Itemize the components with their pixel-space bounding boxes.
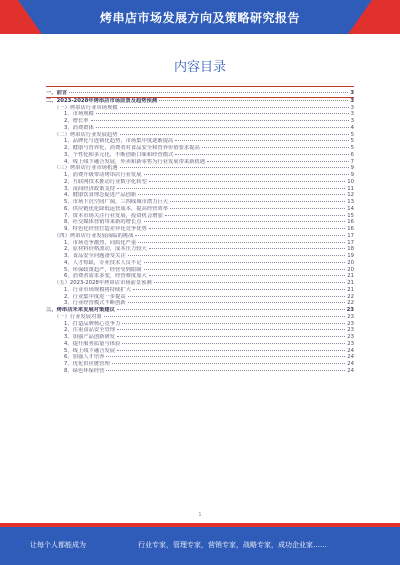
toc-entry[interactable] [46, 287, 354, 294]
toc-entry-text: 2、增长率 [64, 118, 89, 124]
toc-entry[interactable] [46, 240, 354, 247]
toc-entry[interactable] [46, 145, 354, 152]
toc-top-rule [46, 86, 354, 87]
page-number: 1 [198, 512, 202, 518]
toc-leader-dots [106, 370, 345, 371]
toc-leader-dots [149, 275, 345, 276]
toc-entry-text: 2、原材料价格波动，成本压力较大 [64, 246, 147, 253]
toc-entry-page: 5 [350, 131, 354, 138]
toc-entry-text: 二、2023-2028年烤串店市场前景及趋势预测 [46, 97, 158, 104]
toc-entry-page: 23 [347, 334, 354, 340]
toc-entry-page: 20 [347, 259, 354, 266]
toc-entry-page: 23 [347, 340, 354, 347]
toc-entry[interactable] [46, 334, 354, 341]
toc-entry-page: 24 [347, 354, 354, 361]
toc-entry[interactable] [46, 165, 354, 172]
toc-leader-dots [170, 201, 345, 202]
toc-entry-page: 23 [347, 320, 354, 327]
toc-entry[interactable] [46, 341, 354, 348]
toc-entry-text: 3、行业经营模式不断创新 [64, 300, 126, 307]
toc-entry-page: 19 [347, 253, 354, 259]
toc-entry-page: 10 [347, 178, 354, 185]
toc-leader-dots [91, 120, 349, 121]
toc-entry-page: 3 [350, 104, 354, 111]
toc-entry-page: 3 [350, 111, 354, 118]
toc-leader-dots [128, 296, 346, 297]
toc-entry-text: （二）烤串店行业发展趋势 [54, 131, 118, 138]
toc-leader-dots [96, 113, 349, 114]
toc-entry[interactable] [46, 348, 354, 355]
toc-leader-dots [138, 242, 345, 243]
toc-entry-text: 5、线上线下融合发展 [64, 347, 116, 354]
toc-entry-page: 5 [350, 145, 354, 151]
toc-leader-dots [154, 282, 346, 283]
toc-entry-text: 4、线上线下融合发展，外卖和新零售为行业发展带来新机遇 [64, 158, 206, 165]
toc-leader-dots [117, 350, 345, 351]
toc-entry-page: 11 [347, 185, 354, 192]
toc-entry-page: 9 [350, 172, 354, 178]
toc-entry[interactable] [46, 159, 354, 166]
toc-entry-text: 1、市场竞争激烈，同质化严重 [64, 239, 137, 246]
toc-entry-text: 5、环保政策趋严，经营受到限制 [64, 266, 142, 273]
toc-entry[interactable] [46, 105, 354, 112]
toc-entry-text: 2、健康与营养化，消费者对食品安全和营养价值要求提高 [64, 145, 200, 151]
toc-leader-dots [159, 100, 348, 101]
toc-entry[interactable] [46, 368, 354, 375]
toc-entry[interactable] [46, 192, 354, 199]
toc-entry[interactable] [46, 307, 354, 314]
toc-entry-text: 3、食品安全问题备受关注 [64, 253, 126, 259]
toc-leader-dots [144, 221, 346, 222]
toc-entry-text: 2、行业集中度进一步提高 [64, 293, 126, 300]
toc-entry-page: 9 [350, 165, 354, 172]
footer-slogan: 让每个人都能成为 [30, 541, 86, 549]
toc-leader-dots [117, 329, 345, 330]
toc-leader-dots [128, 302, 346, 303]
toc-entry-page: 18 [347, 246, 354, 253]
toc-entry-page: 14 [347, 205, 354, 212]
toc-leader-dots [207, 161, 349, 162]
toc-entry[interactable] [46, 111, 354, 118]
toc-entry-text: 6、消费者需求多变，经营难度加大 [64, 273, 147, 280]
toc-leader-dots [144, 262, 346, 263]
toc-entry-page: 4 [350, 124, 354, 131]
toc-entry-page: 24 [347, 361, 354, 367]
report-header [0, 0, 400, 34]
toc-entry-page: 17 [347, 239, 354, 246]
toc-leader-dots [112, 363, 346, 364]
toc-entry[interactable] [46, 280, 354, 287]
toc-entry[interactable] [46, 267, 354, 274]
toc-leader-dots [128, 255, 346, 256]
toc-leader-dots [69, 92, 348, 93]
toc-entry[interactable] [46, 300, 354, 307]
toc-entry[interactable] [46, 246, 354, 253]
toc-entry-page: 17 [347, 232, 354, 239]
toc-leader-dots [106, 356, 345, 357]
toc-entry-page: 6 [350, 151, 354, 158]
toc-entry-text: 1、消费升级带动烤串店行业发展 [64, 172, 142, 178]
toc-entry-page: 3 [350, 90, 354, 96]
toc-leader-dots [120, 107, 349, 108]
toc-entry[interactable] [46, 273, 354, 280]
toc-leader-dots [175, 154, 348, 155]
toc-entry-page: 21 [347, 273, 354, 280]
toc-entry-page: 3 [350, 97, 354, 104]
toc-leader-dots [144, 269, 346, 270]
toc-entry-page: 12 [347, 192, 354, 199]
toc-entry-page: 3 [350, 118, 354, 124]
toc-entry[interactable] [46, 253, 354, 260]
toc-entry-page: 22 [347, 300, 354, 307]
toc-entry-page: 21 [347, 280, 354, 286]
toc-entry[interactable] [46, 98, 354, 105]
toc-entry[interactable] [46, 152, 354, 159]
toc-entry-page: 15 [347, 212, 354, 219]
toc-leader-dots [135, 235, 345, 236]
toc-entry-text: 3、加强产品创新研发 [64, 334, 116, 340]
report-footer [0, 523, 400, 565]
toc-leader-dots [138, 194, 345, 195]
toc-entry[interactable] [46, 172, 354, 179]
toc-entry[interactable] [46, 118, 354, 125]
toc-leader-dots [104, 316, 346, 317]
toc-entry-text: 一、前言 [46, 90, 68, 96]
toc-entry-text: 1、打造品牌核心竞争力 [64, 320, 121, 327]
toc-entry[interactable] [46, 260, 354, 267]
toc-leader-dots [202, 147, 349, 148]
toc-entry-text: （一）烤串店行业市场规模 [54, 104, 118, 111]
toc-entry-page: 21 [347, 286, 354, 293]
toc-entry-text: 4、提升服务质量与体验 [64, 340, 121, 347]
toc-entry-page: 22 [347, 293, 354, 300]
toc-entry-text: 4、人才短缺，专业技术人员不足 [64, 259, 142, 266]
toc-entry-text: （一）行业发展对策 [54, 313, 102, 320]
toc-leader-dots [117, 336, 345, 337]
toc-entry-text: 3、消费群体 [64, 124, 94, 131]
toc-leader-dots [122, 343, 345, 344]
toc-leader-dots [144, 174, 349, 175]
toc-entry-text: 2、注重食品安全管理 [64, 327, 116, 334]
toc-entry[interactable] [46, 186, 354, 193]
toc-leader-dots [170, 208, 345, 209]
toc-entry-text: 4、健康饮食理念促进产品创新 [64, 192, 137, 199]
toc-entry[interactable] [46, 199, 354, 206]
toc-entry-text: 1、行业市场规模将持续扩大 [64, 286, 131, 293]
toc-entry-text: （五）2023-2028年烤串店市场前景预测 [54, 280, 152, 286]
toc-leader-dots [120, 167, 349, 168]
toc-entry[interactable] [46, 206, 354, 213]
report-title: 烤串店市场发展方向及策略研究报告 [99, 11, 300, 25]
toc-entry-text: 9、特色化经营打造差异化竞争优势 [64, 226, 147, 232]
toc-leader-dots [149, 181, 345, 182]
toc-entry-text: 6、供应链优化降低运营成本，提高经营效率 [64, 205, 169, 212]
toc-leader-dots [175, 140, 348, 141]
toc-entry-page: 7 [350, 158, 354, 165]
toc-entry-page: 24 [347, 367, 354, 374]
toc-entry[interactable] [46, 354, 354, 361]
toc-entry[interactable] [46, 321, 354, 328]
toc-leader-dots [117, 309, 345, 310]
toc-entry-page: 20 [347, 266, 354, 273]
toc-entry-text: 三、烤串店未来发展对策建议 [46, 307, 115, 313]
toc-entry-text: 5、市场下沉空间广阔，三四线城市潜力巨大 [64, 199, 169, 205]
toc-entry-page: 5 [350, 138, 354, 145]
toc-entry[interactable] [46, 226, 354, 233]
toc-entry-text: 6、加强人才培养 [64, 354, 105, 361]
toc-entry-text: 8、绿色环保经营 [64, 367, 105, 374]
toc-entry[interactable] [46, 219, 354, 226]
toc-entry-page: 13 [347, 199, 354, 205]
toc-entry[interactable] [46, 233, 354, 240]
toc-leader-dots [122, 323, 345, 324]
toc-entry[interactable] [46, 132, 354, 139]
toc-leader-dots [149, 228, 345, 229]
toc-entry-page: 23 [346, 307, 354, 313]
toc-entry[interactable] [46, 314, 354, 321]
toc-entry-text: 7、优化供应链管理 [64, 361, 110, 367]
toc-leader-dots [96, 127, 349, 128]
toc-entry[interactable] [46, 138, 354, 145]
toc-leader-dots [165, 215, 346, 216]
toc-entry-page: 23 [347, 327, 354, 334]
toc-leader-dots [149, 248, 345, 249]
toc-entry-text: 3、夜间经济政策支持 [64, 185, 116, 192]
toc-entry-text: 8、社交媒体营销带来新的增长点 [64, 219, 142, 226]
toc-entry-page: 16 [347, 219, 354, 226]
toc-entry-text: 2、互联网技术推动行业数字化转型 [64, 178, 147, 185]
toc-entry-page: 23 [347, 313, 354, 320]
toc-entry[interactable] [46, 125, 354, 132]
toc-entry-text: 7、资本市场关注行业发展，投资机会增加 [64, 212, 163, 219]
toc-entry-text: 1、市场规模 [64, 111, 94, 118]
toc-leader-dots [120, 134, 349, 135]
toc-entry[interactable] [46, 213, 354, 220]
table-of-contents [46, 90, 354, 375]
toc-entry[interactable] [46, 361, 354, 368]
toc-entry-text: 3、个性化和多元化，不断创新口味和经营模式 [64, 151, 174, 158]
toc-title: 内容目录 [173, 60, 226, 75]
toc-entry[interactable] [46, 294, 354, 301]
toc-entry[interactable] [46, 179, 354, 186]
toc-entry-text: （三）烤串店行业市场机遇 [54, 165, 118, 172]
toc-entry[interactable] [46, 90, 354, 97]
toc-entry-text: 1、品牌化与连锁化趋势，市场集中度逐渐提高 [64, 138, 174, 145]
footer-roles: 行业专家，管理专家，营销专家，战略专家，成功企业家…… [138, 541, 327, 549]
toc-entry[interactable] [46, 327, 354, 334]
toc-entry-page: 16 [347, 226, 354, 232]
toc-entry-text: （四）烤串店行业发展面临的挑战 [54, 232, 134, 239]
toc-leader-dots [117, 188, 345, 189]
toc-leader-dots [133, 289, 345, 290]
toc-entry-page: 24 [347, 347, 354, 354]
footer-decoration [0, 523, 400, 527]
